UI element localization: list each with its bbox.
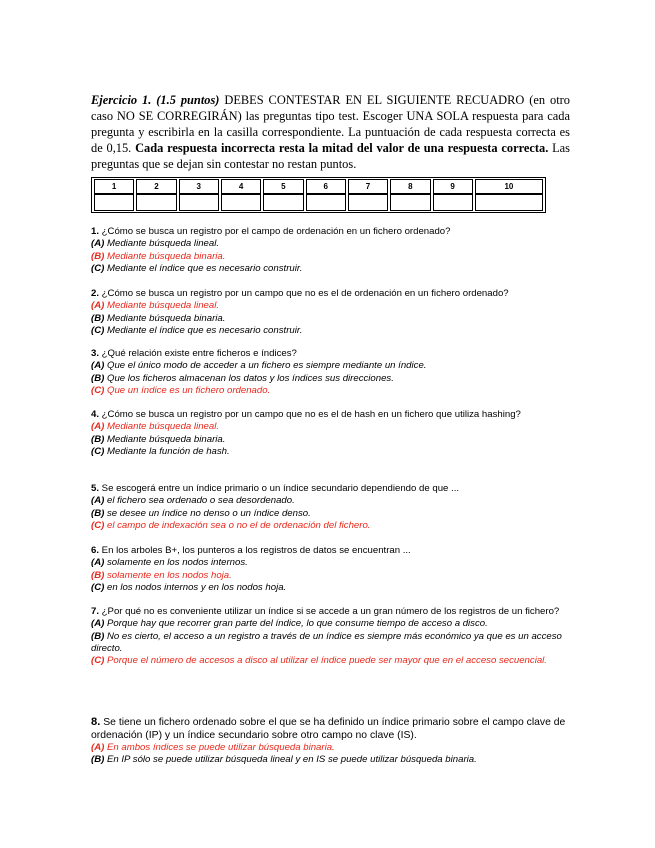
- option-c: (C) Mediante el índice que es necesario construir.: [91, 324, 303, 336]
- answer-grid-header: 2: [136, 179, 176, 194]
- question-stem: [91, 545, 566, 557]
- answer-cell[interactable]: [94, 194, 134, 211]
- answer-grid-header-row: [94, 179, 543, 194]
- question-number: 3.: [91, 348, 100, 359]
- question-stem: [91, 288, 566, 300]
- option-b: (B) Mediante búsqueda binaria.: [91, 433, 226, 445]
- question-number: 8.: [91, 716, 101, 728]
- answer-cell[interactable]: [136, 194, 176, 211]
- answer-cell[interactable]: [221, 194, 261, 211]
- question-text: ¿Cómo se busca un registro por el campo de ordenación en un fichero ordenado?: [99, 226, 451, 237]
- question-number: 4.: [91, 409, 100, 420]
- option-b: (B) Que los ficheros almacenan los datos y los índices sus direcciones.: [91, 372, 394, 384]
- question-text: ¿Cómo se busca un registro por un campo que no es el de ordenación en un fichero ordenado?: [99, 288, 509, 299]
- option-b: (B) En IP sólo se puede utilizar búsqueda lineal y en IS se puede utilizar búsqueda binaria.: [91, 754, 477, 766]
- exercise-instructions: [91, 92, 570, 172]
- question-stem: [91, 606, 566, 618]
- option-c-correct: (C) Porque el número de accesos a disco al utilizar el índice puede ser mayor que en el acceso secuencial.: [91, 655, 547, 667]
- question-stem: [91, 483, 566, 495]
- question-3: [91, 348, 566, 397]
- answer-grid-header: 6: [306, 179, 346, 194]
- answer-cell[interactable]: [390, 194, 430, 211]
- question-1: [91, 226, 566, 275]
- answer-cell[interactable]: [433, 194, 473, 211]
- question-text: ¿Cómo se busca un registro por un campo que no es el de hash en un fichero que utiliza hashing?: [99, 409, 521, 420]
- question-stem: [91, 348, 566, 360]
- question-2: [91, 288, 566, 337]
- answer-grid-header: 4: [221, 179, 261, 194]
- option-c-correct: (C) el campo de indexación sea o no el de ordenación del fichero.: [91, 519, 371, 531]
- question-4: [91, 409, 566, 458]
- option-a: (A) Porque hay que recorrer gran parte del índice, lo que consume tiempo de acceso a disco.: [91, 618, 488, 630]
- question-number: 7.: [91, 606, 100, 617]
- question-stem: [91, 226, 566, 238]
- answer-cell[interactable]: [475, 194, 543, 211]
- instructions-text: DEBES CONTESTAR EN EL SIGUIENTE RECUADRO (en otro caso NO SE CORREGIRÁN) las preguntas tipo test. Escoger UNA SOLA respuesta para cada pregunta y escribirla en la casilla correspondiente. La puntuación de cada respuesta correcta es de 0,15.: [91, 93, 571, 155]
- question-text: Se escogerá entre un índice primario o un índice secundario dependiendo de que ...: [99, 483, 460, 494]
- question-5: [91, 483, 566, 532]
- question-8: [91, 716, 566, 767]
- question-stem: [91, 409, 566, 421]
- question-text: ¿Qué relación existe entre ficheros e índices?: [99, 348, 297, 359]
- option-a: (A) solamente en los nodos internos.: [91, 557, 248, 569]
- option-a-correct: (A) En ambos índices se puede utilizar búsqueda binaria.: [91, 742, 335, 753]
- question-stem: [91, 716, 566, 742]
- option-a: (A) el fichero sea ordenado o sea desordenado.: [91, 495, 295, 507]
- question-number: 2.: [91, 288, 100, 299]
- answer-grid-header: 9: [433, 179, 473, 194]
- answer-cell[interactable]: [179, 194, 219, 211]
- answer-grid-header: 1: [94, 179, 134, 194]
- answer-cell[interactable]: [306, 194, 346, 211]
- answer-grid-header: 3: [179, 179, 219, 194]
- question-text: ¿Por qué no es conveniente utilizar un índice si se accede a un gran número de los registros de un fichero?: [99, 606, 560, 617]
- option-c: (C) Mediante la función de hash.: [91, 445, 230, 457]
- option-a-correct: (A) Mediante búsqueda lineal.: [91, 421, 220, 433]
- answer-grid-header: 10: [475, 179, 543, 194]
- question-7: [91, 606, 566, 667]
- option-c: (C) Mediante el índice que es necesario construir.: [91, 262, 303, 274]
- exercise-title: Ejercicio 1. (1.5 puntos): [91, 93, 220, 107]
- option-b: (B) No es cierto, el acceso a un registro a través de un índice es siempre más económico ya que es un acceso directo.: [91, 630, 562, 654]
- option-a: (A) Mediante búsqueda lineal.: [91, 238, 220, 250]
- question-number: 1.: [91, 226, 100, 237]
- option-a-correct: (A) Mediante búsqueda lineal.: [91, 300, 220, 312]
- penalty-note: Cada respuesta incorrecta resta la mitad del valor de una respuesta correcta.: [135, 141, 549, 155]
- option-b: (B) se desee un índice no denso o un índice denso.: [91, 507, 311, 519]
- question-text: Se tiene un fichero ordenado sobre el que se ha definido un índice primario sobre el campo clave de ordenación (IP) y un índice secundario sobre otro campo no clave (IS).: [91, 717, 566, 741]
- answer-grid-header: 8: [390, 179, 430, 194]
- answer-grid-header: 5: [263, 179, 303, 194]
- option-c-correct: (C) Que un índice es un fichero ordenado.: [91, 384, 271, 396]
- question-text: En los arboles B+, los punteros a los registros de datos se encuentran ...: [99, 545, 411, 556]
- answer-grid-answer-row: [94, 194, 543, 211]
- option-a: (A) Que el único modo de acceder a un fichero es siempre mediante un índice.: [91, 360, 427, 372]
- option-b: (B) Mediante búsqueda binaria.: [91, 312, 226, 324]
- question-number: 6.: [91, 545, 100, 556]
- option-c: (C) en los nodos internos y en los nodos hoja.: [91, 581, 287, 593]
- answer-cell[interactable]: [348, 194, 388, 211]
- answer-cell[interactable]: [263, 194, 303, 211]
- question-6: [91, 545, 566, 594]
- unanswered-note: Las preguntas que se dejan sin contestar no restan puntos.: [91, 141, 570, 171]
- answer-grid-header: 7: [348, 179, 388, 194]
- question-number: 5.: [91, 483, 100, 494]
- option-b-correct: (B) solamente en los nodos hoja.: [91, 569, 232, 581]
- option-b-correct: (B) Mediante búsqueda binaria.: [91, 250, 226, 262]
- answer-grid: [91, 177, 546, 213]
